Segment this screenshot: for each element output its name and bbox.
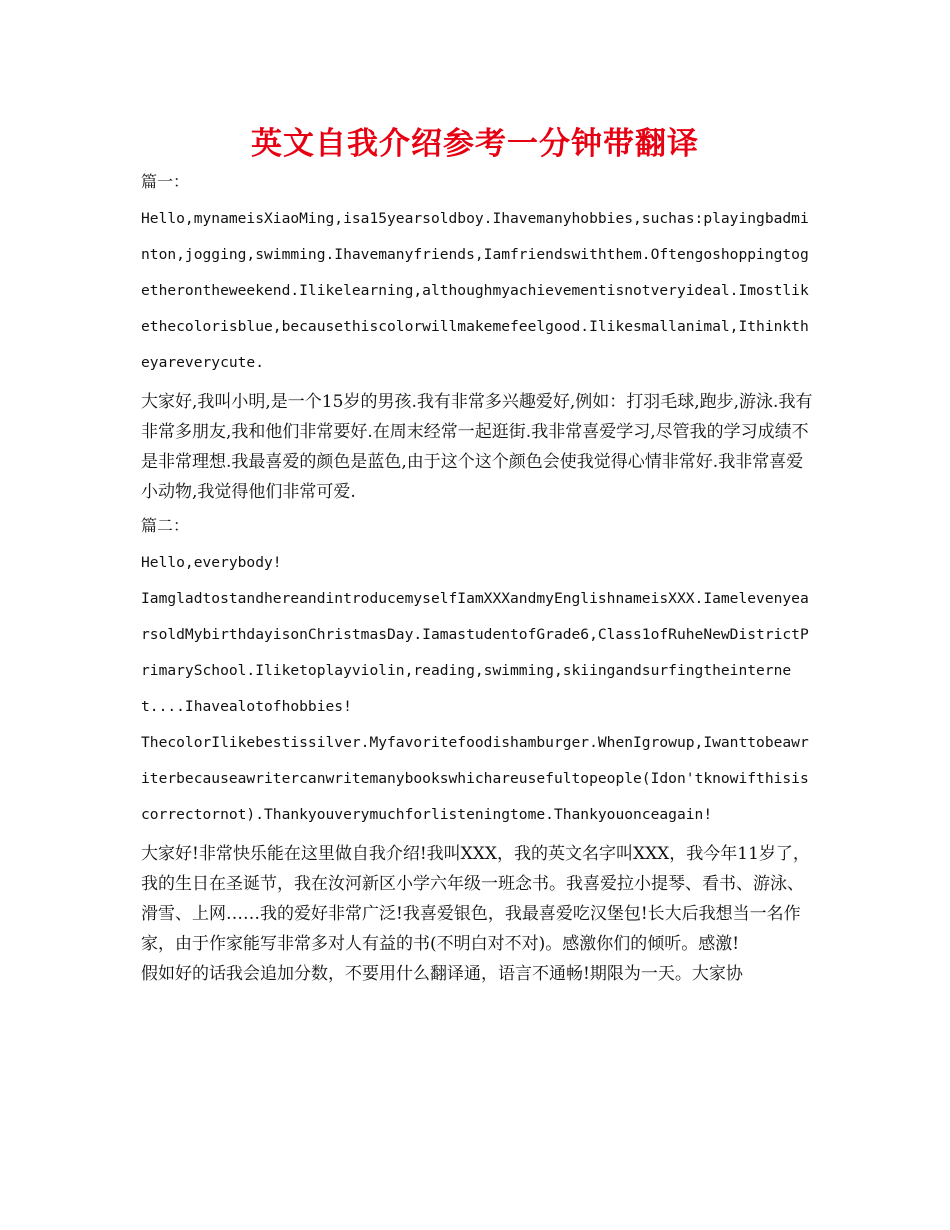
part2-note-paragraph: 假如好的话我会追加分数，不要用什么翻译通，语言不通畅!期限为一天。大家协	[141, 964, 743, 984]
part2-english-paragraph-1: IamgladtostandhereandintroducemyselfIamXXXandmyEnglishnameisXXX.IamelevenyearsoldMybirthdayisonChristmasDay.IamastudentofGrade6,Class1ofRuheNewDistrictPrimarySchool.Iliketoplayviolin,reading,swimming,skiingandsurfingtheinternet....Ihavealotofhobbies!	[141, 590, 809, 715]
document-title: 英文自我介绍参考一分钟带翻译	[251, 126, 699, 162]
part1-english-paragraph: Hello,mynameisXiaoMing,isa15yearsoldboy.Ihavemanyhobbies,suchas:playingbadminton,jogging,swimming.Ihavemanyfriends,Iamfriendswiththem.Oftengoshoppingtogetherontheweekend.Ilikelearning,althoughmyachievementisnotveryideal.Imostlikethecolorisblue,becausethiscolorwillmakemefeelgood.Ilikesmallanimal,Ithinktheyareverycute.	[141, 210, 809, 371]
part2-heading: 篇二：	[141, 516, 190, 535]
document-body	[141, 167, 813, 989]
part1-chinese-paragraph: 大家好,我叫小明,是一个15岁的男孩.我有非常多兴趣爱好,例如：打羽毛球,跑步,游泳.我有非常多朋友,我和他们非常要好.在周末经常一起逛街.我非常喜爱学习,尽管我的学习成绩不是非常理想.我最喜爱的颜色是蓝色,由于这个这个颜色会使我觉得心情非常好.我非常喜爱小动物,我觉得他们非常可爱.	[141, 392, 813, 502]
part2-english-paragraph-2: ThecolorIlikebestissilver.Myfavoritefoodishamburger.WhenIgrowup,Iwanttobeawriterbecauseawritercanwritemanybookswhichareusefultopeople(Idon'tknowifthisiscorrectornot).Thankyouverymuchforlisteningtome.Thankyouonceagain!	[141, 734, 809, 823]
part2-greeting: Hello,everybody!	[141, 554, 282, 571]
part1-heading: 篇一：	[141, 172, 190, 191]
part2-chinese-paragraph: 大家好!非常快乐能在这里做自我介绍!我叫XXX，我的英文名字叫XXX，我今年11岁了，我的生日在圣诞节，我在汝河新区小学六年级一班念书。我喜爱拉小提琴、看书、游泳、滑雪、上网……我的爱好非常广泛!我喜爱银色，我最喜爱吃汉堡包!长大后我想当一名作家，由于作家能写非常多对人有益的书(不明白对不对)。感激你们的倾听。感激!	[141, 844, 810, 954]
